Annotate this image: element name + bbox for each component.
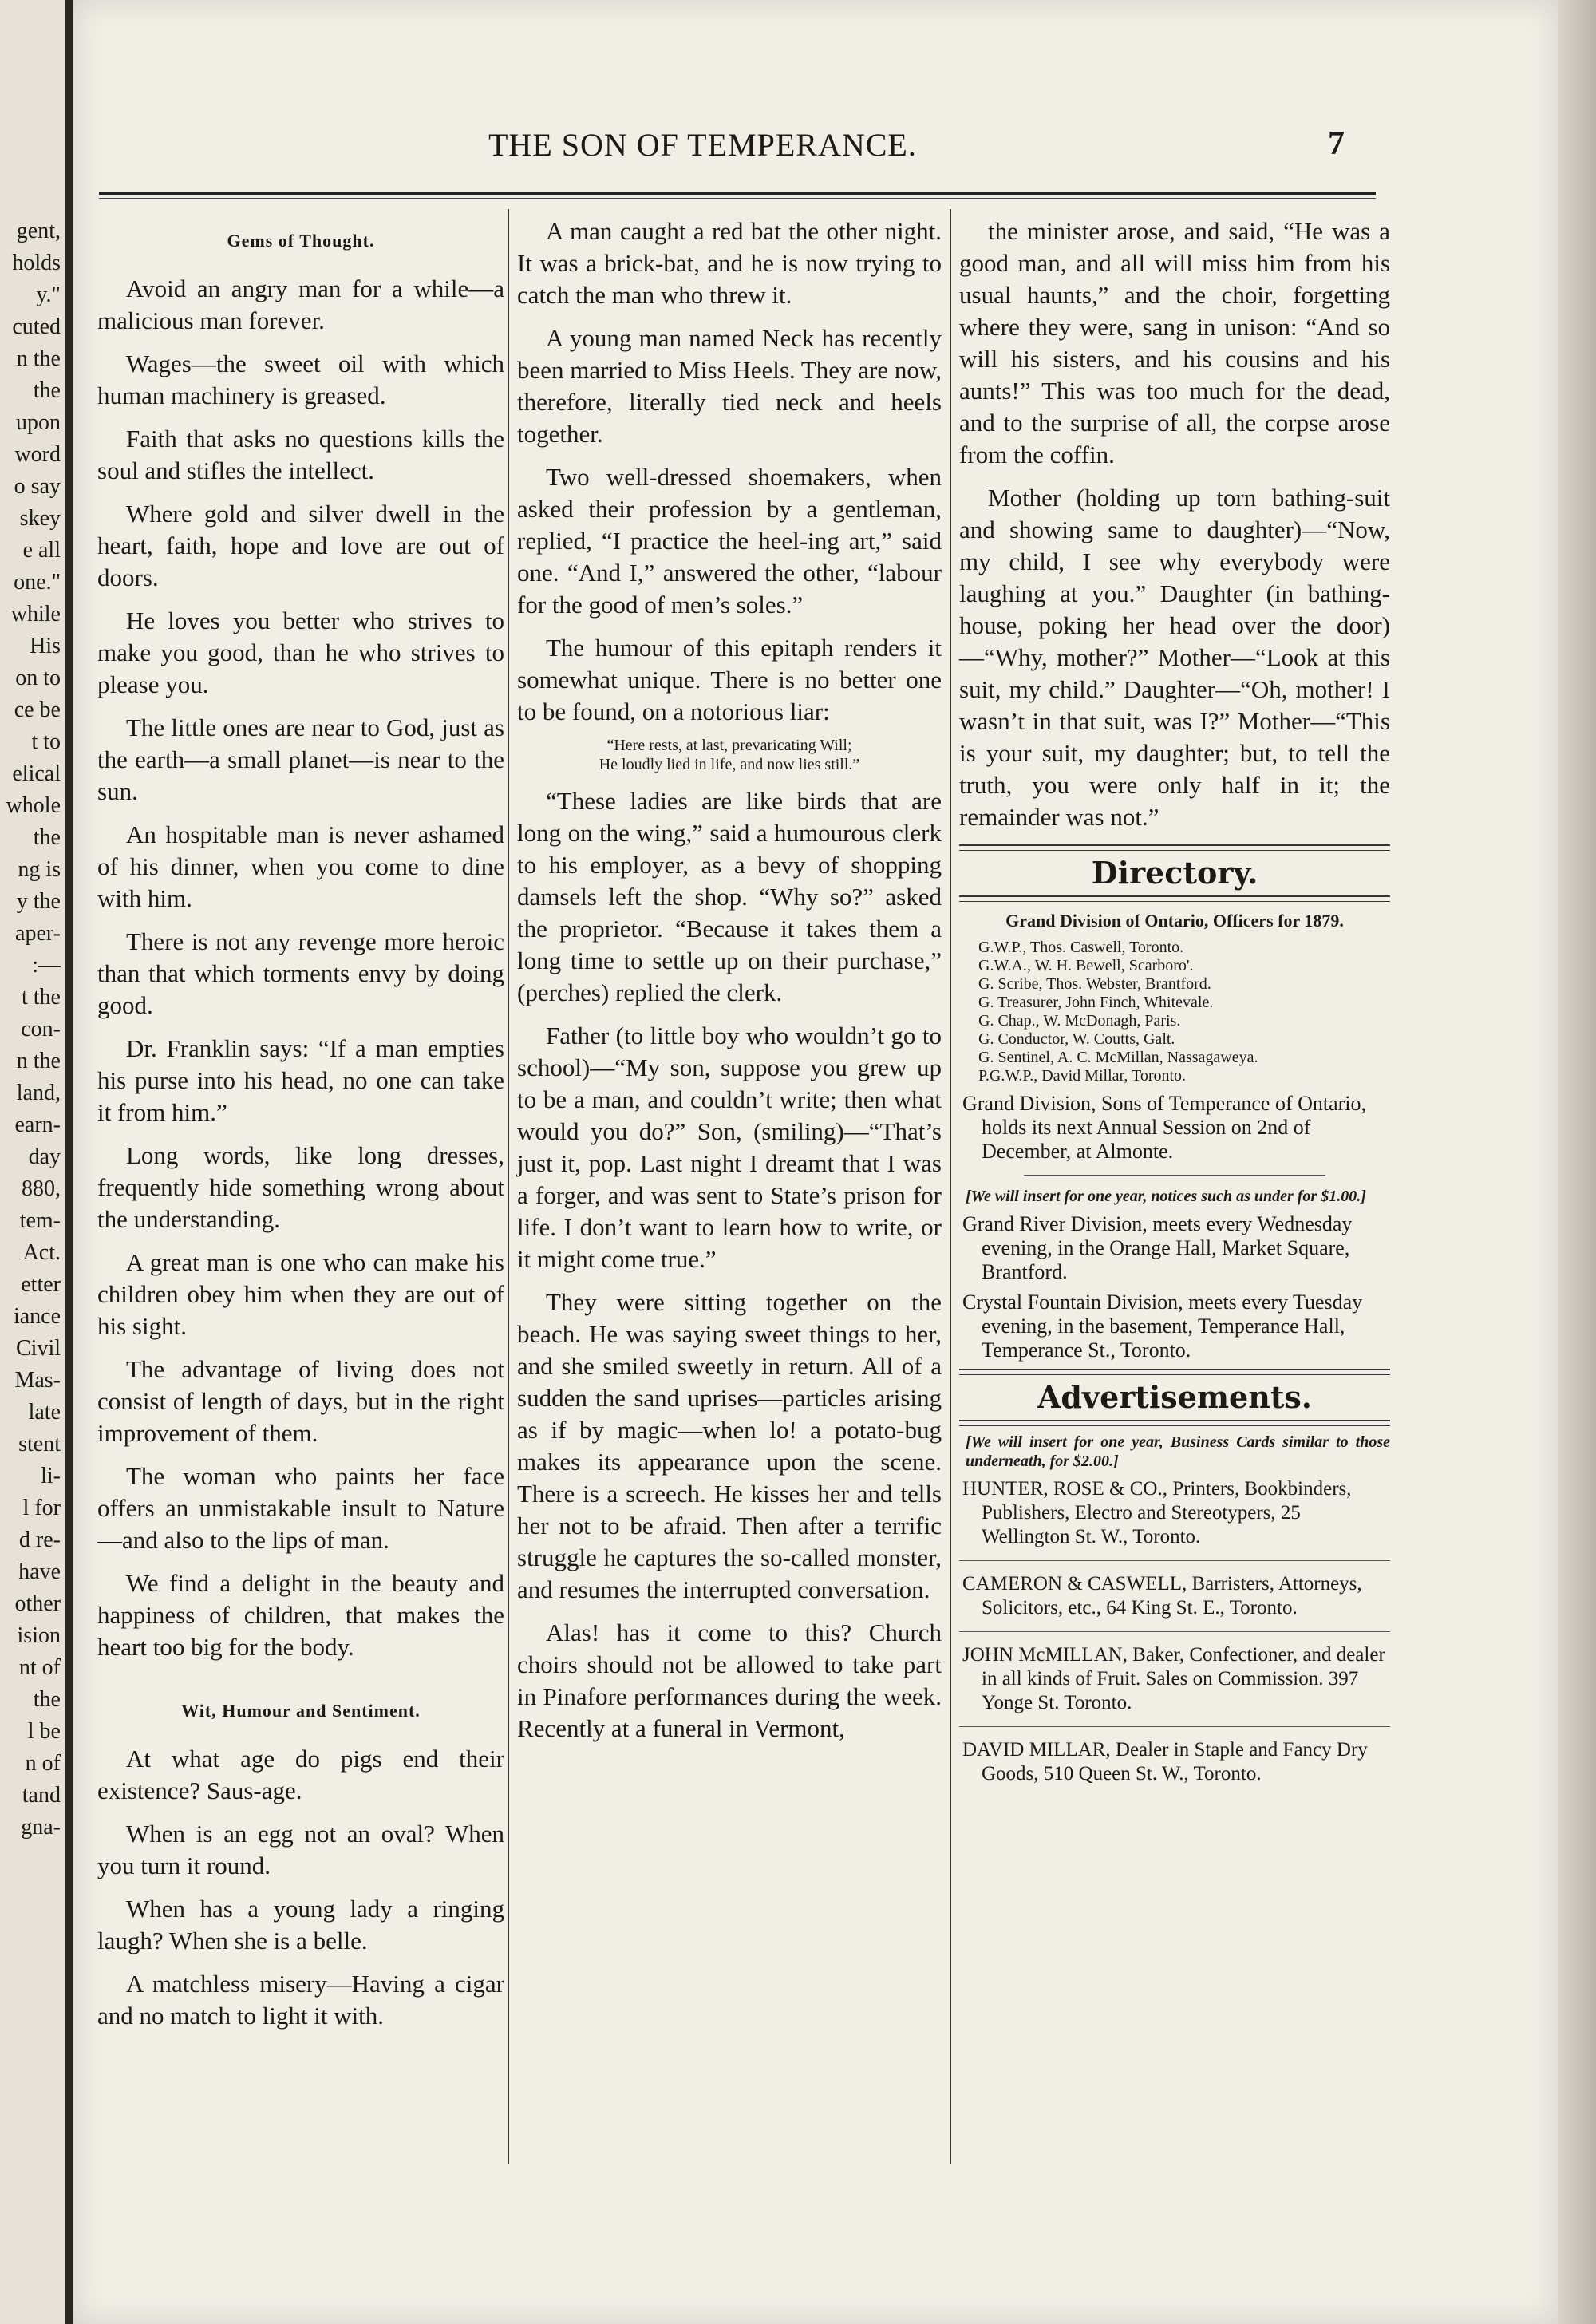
page-edge (1558, 0, 1596, 2324)
margin-fragment: land, (16, 1081, 61, 1105)
directory-heading: Grand Division of Ontario, Officers for 1879. (1005, 911, 1344, 931)
margin-fragment: stent (18, 1432, 61, 1456)
advertisement-list (959, 1477, 1390, 1786)
margin-fragment: o say (14, 474, 61, 499)
margin-fragment: :— (32, 953, 61, 978)
section-rule (959, 844, 1390, 851)
divider (1024, 1175, 1325, 1176)
paragraph: We find a delight in the beauty and happiness of children, that makes the heart too big for the body. (97, 1569, 504, 1661)
margin-fragment: iance (13, 1304, 61, 1329)
paragraph: The humour of this epitaph renders it somewhat unique. There is no better one to be found, on a notorious liar: (517, 634, 942, 725)
advertisement: JOHN McMILLAN, Baker, Confectioner, and dealer in all kinds of Fruit. Sales on Commission. 397 Yonge St. Toronto. (962, 1644, 1385, 1713)
margin-fragment: ng is (18, 857, 61, 882)
advertisement: HUNTER, ROSE & CO., Printers, Bookbinders, Publishers, Electro and Stereotypers, 25 Wellington St. W., Toronto. (962, 1478, 1352, 1547)
ads-rule (959, 1369, 1390, 1375)
margin-fragment: skey (19, 506, 61, 531)
column-divider-2 (950, 209, 951, 2164)
margin-fragment: have (18, 1559, 61, 1584)
margin-fragment: other (14, 1591, 61, 1616)
paragraph: Alas! has it come to this? Church choirs should not be allowed to take part in Pinafore performances during the week. Recently at a funeral in Vermont, (517, 1618, 942, 1742)
margin-fragment: while (10, 602, 61, 626)
paragraph: Where gold and silver dwell in the heart, faith, hope and love are out of doors. (97, 500, 504, 591)
paragraph: A young man named Neck has recently been married to Miss Heels. They are now, therefore, literally tied neck and heels together. (517, 324, 942, 448)
margin-fragment: nt of (18, 1655, 61, 1680)
margin-fragment: t the (22, 985, 61, 1010)
paragraph: A great man is one who can make his children obey him when they are out of his sight. (97, 1248, 504, 1340)
header-rule (99, 192, 1376, 195)
officer-list (959, 939, 1390, 1085)
margin-fragment: l for (22, 1496, 61, 1520)
margin-fragment: e all (22, 538, 61, 563)
ads-note: [We will insert for one year, Business Cards similar to those underneath, for $2.00.] (966, 1433, 1390, 1470)
margin-fragment: n the (16, 346, 61, 371)
ad-divider (959, 1726, 1390, 1727)
paragraph: When has a young lady a ringing laugh? When she is a belle. (97, 1895, 504, 1954)
paragraph: Two well-dressed shoemakers, when asked their profession by a gentleman, replied, “I practice the heel-ing art,” said one. “And I,” answered the other, “labour for the good of men’s soles.” (517, 463, 942, 619)
paragraph: He loves you better who strives to make you good, than he who strives to please you. (97, 607, 504, 698)
division-notice: Crystal Fountain Division, meets every Tuesday evening, in the basement, Temperance Hall, Temperance St., Toronto. (962, 1290, 1363, 1362)
officer-entry: G. Scribe, Thos. Webster, Brantford. (978, 975, 1211, 993)
officer-entry: P.G.W.P., David Millar, Toronto. (978, 1067, 1187, 1085)
paragraph: They were sitting together on the beach. He was saying sweet things to her, and she smiled sweetly in return. All of a sudden the sand uprises—particles arising as if by magic—when lo! a potato-bug makes its appearance upon the scene. There is a screech. He kisses her and tells her not to be afraid. Then after a terrific struggle he captures the so-called monster, and resumes the interrupted conversation. (517, 1288, 942, 1603)
margin-fragment: etter (21, 1272, 61, 1297)
margin-fragment: cuted (12, 314, 61, 339)
margin-fragment: late (28, 1400, 61, 1425)
ads-rule-2 (959, 1420, 1390, 1426)
paragraph: the minister arose, and said, “He was a good man, and all will miss him from his usual haunts,” and the choir, forgetting where they were, sang in unison: “And so will his sisters, and his cousins and his aunts!” This was too much for the dead, and to the surprise of all, the corpse arose from the coffin. (959, 217, 1390, 468)
margin-fragment: holds (12, 251, 61, 275)
paragraph: When is an egg not an oval? When you turn it round. (97, 1820, 504, 1879)
insert-note: [We will insert for one year, notices such as under for $1.00.] (966, 1188, 1366, 1205)
margin-fragment: elical (12, 761, 61, 786)
margin-fragment: upon (16, 410, 61, 435)
margin-fragment: ision (17, 1623, 61, 1648)
paragraph: Faith that asks no questions kills the soul and stifles the intellect. (97, 425, 504, 484)
margin-fragment: n the (16, 1049, 61, 1073)
margin-fragment: 880, (22, 1176, 61, 1201)
margin-fragment: li- (41, 1464, 61, 1488)
margin-fragment: word (14, 442, 61, 467)
previous-page-fragment (0, 0, 65, 2324)
margin-fragment: ce be (14, 698, 61, 722)
margin-fragment: n of (25, 1751, 61, 1776)
officer-entry: G.W.P., Thos. Caswell, Toronto. (978, 939, 1184, 956)
margin-fragment: the (33, 378, 61, 403)
officer-entry: G. Sentinel, A. C. McMillan, Nassagaweya. (978, 1049, 1258, 1066)
running-title: THE SON OF TEMPERANCE. (488, 127, 917, 163)
grand-division-note: Grand Division, Sons of Temperance of Ontario, holds its next Annual Session on 2nd of December, at Almonte. (962, 1092, 1367, 1163)
margin-fragment: day (28, 1144, 61, 1169)
column2-paragraphs-b (517, 785, 942, 1745)
officer-entry: G. Chap., W. McDonagh, Paris. (978, 1012, 1181, 1030)
margin-fragment: y." (36, 283, 61, 307)
column3-paragraphs (959, 215, 1390, 833)
paragraph: Father (to little boy who wouldn’t go to school)—“My son, suppose you grew up to be a man, and couldn’t write; then what would you do?” Son, (smiling)—“That’s just it, pop. Last night I dreamt that I was a forger, and was sent to State’s prison for life. I don’t want to learn how to write, or it might come true.” (517, 1022, 942, 1273)
epitaph (517, 736, 942, 774)
margin-fragment: y the (16, 889, 61, 914)
paragraph: The woman who paints her face offers an unmistakable insult to Nature—and also to the lips of man. (97, 1462, 504, 1554)
advertisement: DAVID MILLAR, Dealer in Staple and Fancy Dry Goods, 510 Queen St. W., Toronto. (962, 1739, 1368, 1785)
directory-title: Directory. (1091, 855, 1258, 891)
paragraph: Dr. Franklin says: “If a man empties his purse into his head, no one can take it from him.” (97, 1034, 504, 1126)
gems-heading: Gems of Thought. (227, 231, 375, 251)
paragraph: Avoid an angry man for a while—a malicious man forever. (97, 275, 504, 334)
margin-fragment: gent, (16, 219, 61, 243)
page-header (73, 120, 1422, 176)
paragraph: At what age do pigs end their existence? Saus-age. (97, 1745, 504, 1804)
officer-entry: G.W.A., W. H. Bewell, Scarboro'. (978, 957, 1194, 974)
paragraph: The advantage of living does not consist of length of days, but in the right improvement of them. (97, 1355, 504, 1447)
margin-fragments (0, 0, 65, 1844)
paragraph: Long words, like long dresses, frequently hide something wrong about the understanding. (97, 1141, 504, 1233)
margin-fragment: Mas- (14, 1368, 61, 1393)
paragraph: Mother (holding up torn bathing-suit and showing same to daughter)—“Now, my child, I see why everybody were laughing at you.” Daughter (in bathing-house, poking her head over the door)—“Why, mother?” Mother—“Look at this suit, my child.” Daughter—“Oh, mother! I wasn’t in that suit, was I?” Mother—“This is your suit, my daughter; but, to tell the truth, you were only half in it; the remainder was not.” (959, 484, 1390, 831)
margin-fragment: Civil (15, 1336, 61, 1361)
column-2 (517, 215, 942, 1756)
column-3 (959, 215, 1390, 1792)
paragraph: A matchless misery—Having a cigar and no match to light it with. (97, 1970, 504, 2030)
margin-fragment: d re- (18, 1528, 61, 1552)
margin-fragment: tand (22, 1783, 61, 1808)
margin-fragment: on to (15, 666, 61, 690)
margin-fragment: gna- (21, 1815, 61, 1840)
margin-fragment: tem- (19, 1208, 61, 1233)
margin-fragment: Act. (22, 1240, 61, 1265)
margin-fragment: one." (14, 570, 61, 595)
margin-fragment: the (33, 1687, 61, 1712)
paragraph: An hospitable man is never ashamed of his dinner, when you come to dine with him. (97, 820, 504, 912)
margin-fragment: the (33, 825, 61, 850)
margin-fragment: aper- (15, 921, 61, 946)
wit-paragraphs (97, 1743, 504, 2032)
margin-fragment: l be (27, 1719, 61, 1744)
paragraph: Wages—the sweet oil with which human machinery is greased. (97, 350, 504, 409)
ad-divider (959, 1560, 1390, 1561)
division-notice: Grand River Division, meets every Wednesday evening, in the Orange Hall, Market Square, Brantford. (962, 1212, 1353, 1283)
header-rule-thin (99, 198, 1376, 199)
margin-fragment: His (30, 634, 61, 658)
margin-fragment: t to (31, 729, 61, 754)
gems-paragraphs (97, 273, 504, 1663)
column-divider-1 (508, 209, 509, 2164)
wit-heading: Wit, Humour and Sentiment. (181, 1701, 421, 1721)
directory-rule (959, 895, 1390, 902)
column2-paragraphs-a (517, 215, 942, 728)
epitaph-line-1: “Here rests, at last, prevaricating Will; (606, 737, 852, 754)
margin-fragment: whole (6, 793, 61, 818)
column-1 (97, 215, 504, 2043)
division-notices (959, 1212, 1390, 1362)
paragraph: The little ones are near to God, just as the earth—a small planet—is near to the sun. (97, 713, 504, 805)
officer-entry: G. Treasurer, John Finch, Whitevale. (978, 994, 1214, 1011)
paragraph: A man caught a red bat the other night. It was a brick-bat, and he is now trying to catch the man who threw it. (517, 217, 942, 309)
page-number: 7 (1328, 125, 1345, 162)
ad-divider (959, 1631, 1390, 1632)
margin-fragment: earn- (14, 1113, 61, 1137)
advertisements-title: Advertisements. (1037, 1379, 1313, 1415)
margin-fragment: con- (21, 1017, 61, 1041)
paragraph: “These ladies are like birds that are long on the wing,” said a humourous clerk to his employer, as a bevy of shopping damsels left the shop. “Why so?” asked the proprietor. “Because it takes them a long time to settle up on their purchase,” (perches) replied the clerk. (517, 787, 942, 1006)
advertisement: CAMERON & CASWELL, Barristers, Attorneys, Solicitors, etc., 64 King St. E., Toronto. (962, 1573, 1362, 1618)
officer-entry: G. Conductor, W. Coutts, Galt. (978, 1030, 1175, 1048)
epitaph-line-2: He loudly lied in life, and now lies still.” (598, 756, 860, 773)
paragraph: There is not any revenge more heroic than that which torments envy by doing good. (97, 927, 504, 1019)
